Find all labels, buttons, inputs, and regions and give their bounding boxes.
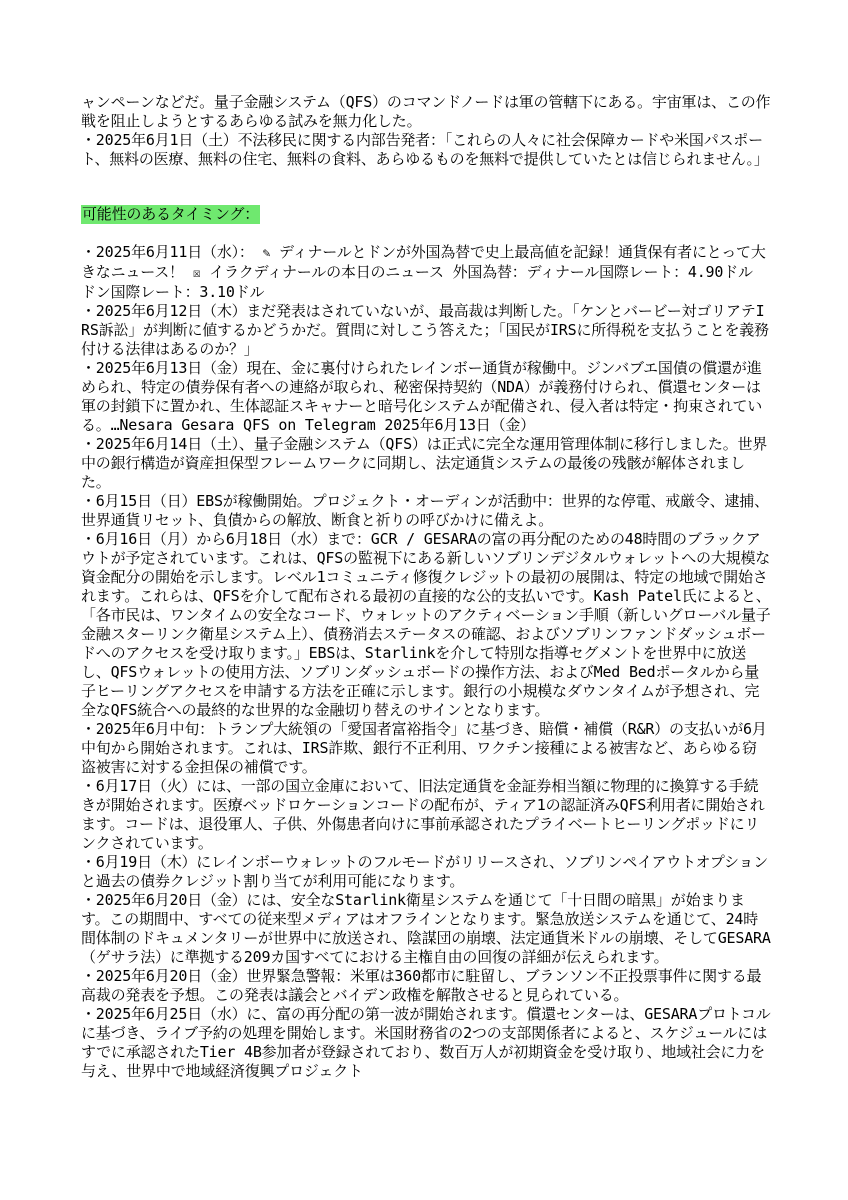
section-heading-wrapper [81, 205, 771, 224]
entry-text: ディナールとドンが外国為替で史上最高値を記録！通貨保有者にとって大きなニュース！ [81, 243, 766, 281]
entry-text: イラクディナールの本日のニュース 外国為替：ディナール国際レート：4.90ドル ドン国際レート：3.10ドル [81, 263, 753, 301]
timeline-entry: ・2025年6月中旬：トランプ大統領の「愛国者富裕指令」に基づき、賠償・補償（R&R）の支払いが6月中旬から開始されます。これは、IRS詐欺、銀行不正利用、ワクチン接種による被害など、あらゆる窃盗被害に対する金担保の補償です。 [81, 720, 767, 776]
intro-paragraph-1: ャンペーンなどだ。量子金融システム（QFS）のコマンドノードは軍の管轄下にある。宇宙軍は、この作戦を阻止しようとするあらゆる試みを無力化した。 [81, 93, 771, 130]
timeline-entry-jun11 [81, 243, 771, 302]
timeline-entry: ・6月16日（月）から6月18日（水）まで：GCR / GESARAの富の再分配のための48時間のブラックアウトが予定されています。これは、QFSの監視下にある新しいソブリンデジタルウォレットへの大規模な資金配分の開始を示します。レベル1コミュニティ修復クレジットの最初の展開は、特定の地域で開始されます。これらは、QFSを介して配布される最初の直接的な公的支払いです。Kash Patel氏によると、「各市民は、ワンタイムの安全なコード、ウォレットのアクティベーション手順（新しいグローバル量子金融スターリンク衛星システム上）、債務消去ステータスの確認、およびソブリンファンドダッシュボードへのアクセスを受け取ります。」EBSは、Starlinkを介して特別な指導セグメントを世界中に放送し、QFSウォレットの使用方法、ソブリンダッシュボードの操作方法、およびMed Bedポータルから量子ヒーリングアクセスを申請する方法を正確に示します。銀行の小規模なダウンタイムが予想され、完全なQFS統合への最終的な世界的な金融切り替えのサインとなります。 [81, 530, 771, 719]
pen-icon: ✎ [262, 246, 271, 261]
timeline-entry: ・2025年6月25日（水）に、富の再分配の第一波が開始されます。償還センターは、GESARAプロトコルに基づき、ライブ予約の処理を開始します。米国財務省の2つの支部関係者によると、スケジュールにはすでに承認されたTier 4B参加者が登録されており、数百万人が初期資金を受け取り、地域社会に力を与え、世界中で地域経済復興プロジェクト [81, 1005, 771, 1080]
entry-text: ・2025年6月11日（水）： [81, 243, 254, 261]
document-page [81, 93, 771, 1081]
timeline-entry: ・6月17日（火）には、一部の国立金庫において、旧法定通貨を金証券相当額に物理的に換算する手続きが開始されます。医療ベッドロケーションコードの配布が、ティア1の認証済みQFS利用者に開始されます。コードは、退役軍人、子供、外傷患者向けに事前承認されたプライベートヒーリングポッドにリンクされています。 [81, 777, 765, 852]
timeline-entry: ・2025年6月20日（金）世界緊急警報：米軍は360都市に駐留し、ブランソン不正投票事件に関する最高裁の発表を予想。この発表は議会とバイデン政権を解散させると見られている。 [81, 967, 762, 1004]
timeline-entry: ・6月15日（日）EBSが稼働開始。プロジェクト・オーディンが活動中：世界的な停電、戒厳令、逮捕、世界通貨リセット、負債からの解放、断食と祈りの呼びかけに備えよ。 [81, 492, 769, 529]
timeline-entry: ・2025年6月12日（木）まだ発表はされていないが、最高裁は判断した。「ケンとバービー対ゴリアテIRS訴訟」が判断に値するかどうかだ。質問に対しこう答えた；「国民がIRSに所得税を支払うことを義務付ける法律はあるのか？」 [81, 302, 769, 358]
intro-paragraph-2: ・2025年6月1日（土）不法移民に関する内部告発者：「これらの人々に社会保障カードや米国パスポート、無料の医療、無料の住宅、無料の食料、あらゆるものを無料で提供していたとは信じられません。」 [81, 131, 769, 168]
spacer [81, 169, 771, 205]
spacer [81, 224, 771, 243]
timeline-entry: ・2025年6月14日（土）、量子金融システム（QFS）は正式に完全な運用管理体制に移行しました。世界中の銀行構造が資産担保型フレームワークに同期し、法定通貨システムの最後の残骸が解体されました。 [81, 435, 768, 491]
ballot-box-icon: ☒ [192, 266, 201, 281]
timeline-entry: ・2025年6月13日（金）現在、金に裏付けられたレインボー通貨が稼働中。ジンバブエ国債の償還が進められ、特定の債券保有者への連絡が取られ、秘密保持契約（NDA）が義務付けられ、償還センターは軍の封鎖下に置かれ、生体認証スキャナーと暗号化システムが配備され、侵入者は特定・拘束されている。…Nesara Gesara QFS on Telegram 2025年6月13日（金） [81, 359, 763, 434]
timeline-entry: ・6月19日（木）にレインボーウォレットのフルモードがリリースされ、ソブリンペイアウトオプションと過去の債券クレジット割り当てが利用可能になります。 [81, 853, 769, 890]
section-heading: 可能性のあるタイミング： [82, 205, 260, 223]
timeline-entry: ・2025年6月20日（金）には、安全なStarlink衛星システムを通じて「十日間の暗黒」が始まります。この期間中、すべての従来型メディアはオフラインとなります。緊急放送システムを通じて、24時間体制のドキュメンタリーが世界中に放送され、陰謀団の崩壊、法定通貨米ドルの崩壊、そしてGESARA（ゲサラ法）に準拠する209カ国すべてにおける主権自由の回復の詳細が伝えられます。 [81, 891, 771, 966]
